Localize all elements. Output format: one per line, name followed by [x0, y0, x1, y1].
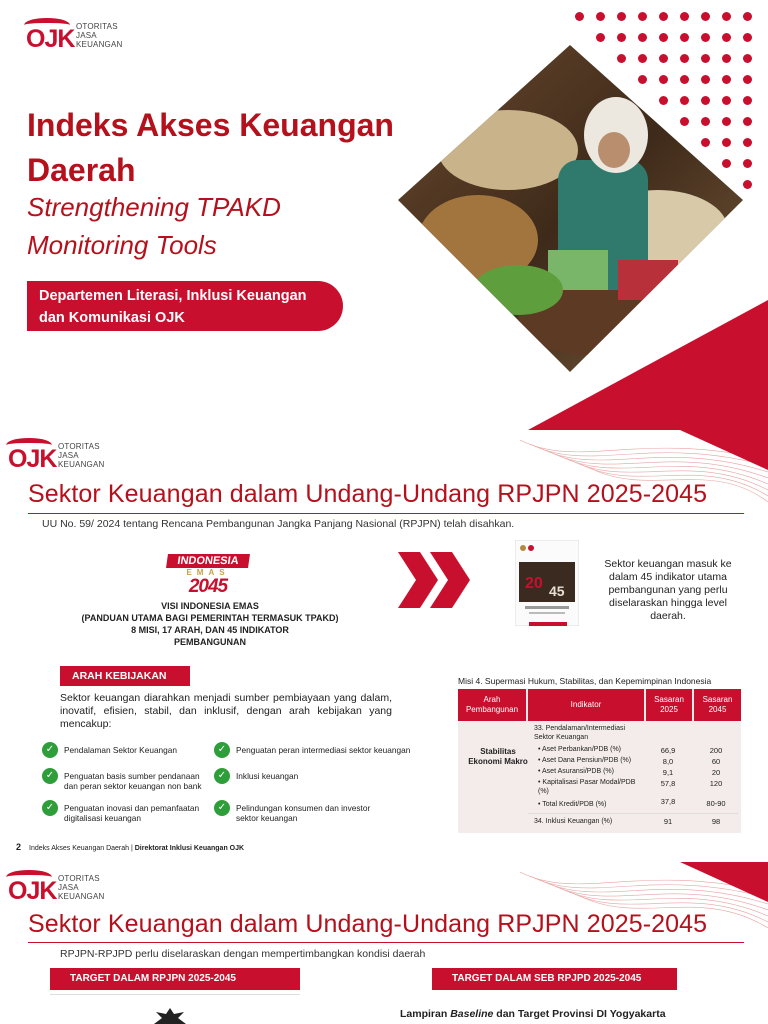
table-row: • Aset Perbankan/PDB (%) [538, 746, 621, 753]
cover-subtitle: Strengthening TPAKD Monitoring Tools [27, 192, 281, 260]
table-cell: 20 [711, 768, 721, 777]
table-cell: 60 [711, 757, 721, 766]
market-vendor-photo [398, 0, 768, 430]
svg-text:45: 45 [549, 583, 565, 599]
check-icon: ✓ [42, 800, 58, 816]
table-row: • Aset Asuransi/PDB (%) [538, 768, 614, 775]
checklist-item: ✓ Penguatan basis sumber pendanaan dan peran sektor keuangan non bank [42, 768, 212, 791]
ojk-logo-mark: OJK [6, 870, 56, 904]
check-icon: ✓ [214, 800, 230, 816]
ojk-logo-words: OTORITAS JASA KEUANGAN [58, 873, 105, 901]
slide-title: Sektor Keuangan dalam Undang-Undang RPJPN 2025-2045 [28, 480, 708, 508]
indonesia-emas-logo: INDONESIA EMAS 2045 [167, 554, 249, 596]
table-header: Arah Pembangunan [458, 689, 526, 721]
ojk-logo-words: OTORITAS JASA KEUANGAN [76, 21, 123, 49]
checklist-item: ✓ Penguatan inovasi dan pemanfaatan digitalisasi keuangan [42, 800, 212, 823]
check-icon: ✓ [214, 742, 230, 758]
table-header: Indikator [528, 689, 644, 721]
lampiran-caption: Lampiran Baseline dan Target Provinsi DI Yogyakarta [400, 1008, 666, 1020]
target-rpjpn-badge: TARGET DALAM RPJPN 2025-2045 [50, 968, 300, 990]
check-icon: ✓ [214, 768, 230, 784]
table-cell: 80-90 [706, 799, 726, 808]
table-cell: 200 [709, 746, 723, 755]
title-divider [28, 513, 744, 514]
ojk-logo-mark: OJK [6, 438, 56, 472]
table-divider [528, 813, 738, 814]
table-cell: 9,1 [662, 768, 674, 777]
table-cell: 98 [711, 817, 721, 826]
table-row-label: Stabilitas Ekonomi Makro [468, 747, 528, 766]
check-icon: ✓ [42, 768, 58, 784]
checklist-item: ✓ Inklusi keuangan [214, 768, 394, 784]
table-row: • Total Kredit/PDB (%) [538, 801, 607, 808]
checklist-item: ✓ Pendalaman Sektor Keuangan [42, 742, 222, 758]
garuda-emblem-icon [152, 1006, 188, 1024]
cover-slide [0, 0, 768, 430]
table-cell: 91 [663, 817, 673, 826]
section-divider [50, 994, 300, 995]
ojk-logo [6, 870, 105, 904]
cover-title: Indeks Akses Keuangan Daerah [27, 107, 394, 188]
checklist-item: ✓ Pelindungan konsumen dan investor sektor keuangan [214, 800, 374, 823]
table-row: • Aset Dana Pensiun/PDB (%) [538, 757, 632, 764]
svg-text:20: 20 [525, 575, 543, 592]
slide-intro: UU No. 59/ 2024 tentang Rencana Pembangunan Jangka Panjang Nasional (RPJPN) telah disahkan. [42, 518, 515, 530]
table-header: Sasaran 2045 [694, 689, 741, 721]
department-pill: Departemen Literasi, Inklusi Keuangan dan Komunikasi OJK [27, 281, 343, 331]
check-icon: ✓ [42, 742, 58, 758]
table-row: 34. Inklusi Keuangan (%) [534, 818, 613, 825]
ojk-logo [6, 438, 105, 472]
table-cell: 57,8 [660, 779, 676, 788]
ojk-logo-words: OTORITAS JASA KEUANGAN [58, 441, 105, 469]
slide-intro: RPJPN-RPJPD perlu diselaraskan dengan mempertimbangkan kondisi daerah [60, 948, 426, 960]
table-cell: 37,8 [660, 797, 676, 806]
rpjpn-document-icon [515, 540, 579, 626]
table-group: 33. Pendalaman/Intermediasi Sektor Keuangan [534, 725, 626, 741]
indikator-note: Sektor keuangan masuk ke dalam 45 indikator utama pembangunan yang perlu diselaraskan hingga level daerah. [604, 558, 732, 622]
indikator-table [458, 689, 741, 833]
table-row: • Kapitalisasi Pasar Modal/PDB (%) [538, 779, 636, 795]
rpjpn-slide [0, 430, 768, 862]
double-chevron-icon [398, 552, 472, 608]
checklist-item: ✓ Penguatan peran intermediasi sektor keuangan [214, 742, 424, 758]
misi-caption: Misi 4. Supermasi Hukum, Stabilitas, dan Kepemimpinan Indonesia [458, 676, 712, 686]
arah-kebijakan-badge: ARAH KEBIJAKAN [60, 666, 190, 686]
table-cell: 8,0 [662, 757, 674, 766]
table-header: Sasaran 2025 [646, 689, 692, 721]
arah-kebijakan-desc: Sektor keuangan diarahkan menjadi sumber pembiayaan yang dalam, inovatif, efisien, stabil, dan inklusif, dengan arah kebijakan yang mencakup: [60, 692, 392, 730]
slide-footer: 2 Indeks Akses Keuangan Daerah | Direktorat Inklusi Keuangan OJK [16, 842, 245, 852]
visi-block: VISI INDONESIA EMAS (PANDUAN UTAMA BAGI PEMERINTAH TERMASUK TPAKD) 8 MISI, 17 ARAH, DAN 45 INDIKATOR PEMBANGUNAN [81, 601, 339, 647]
title-divider [28, 942, 744, 943]
page-number: 2 [16, 842, 22, 852]
table-cell: 120 [709, 779, 723, 788]
rpjpd-slide [0, 862, 768, 1024]
target-rpjpd-badge: TARGET DALAM SEB RPJPD 2025-2045 [432, 968, 677, 990]
ojk-logo [24, 18, 123, 52]
ojk-logo-mark: OJK [24, 18, 74, 52]
slide-title: Sektor Keuangan dalam Undang-Undang RPJPN 2025-2045 [28, 910, 708, 938]
table-cell: 66,9 [660, 746, 676, 755]
